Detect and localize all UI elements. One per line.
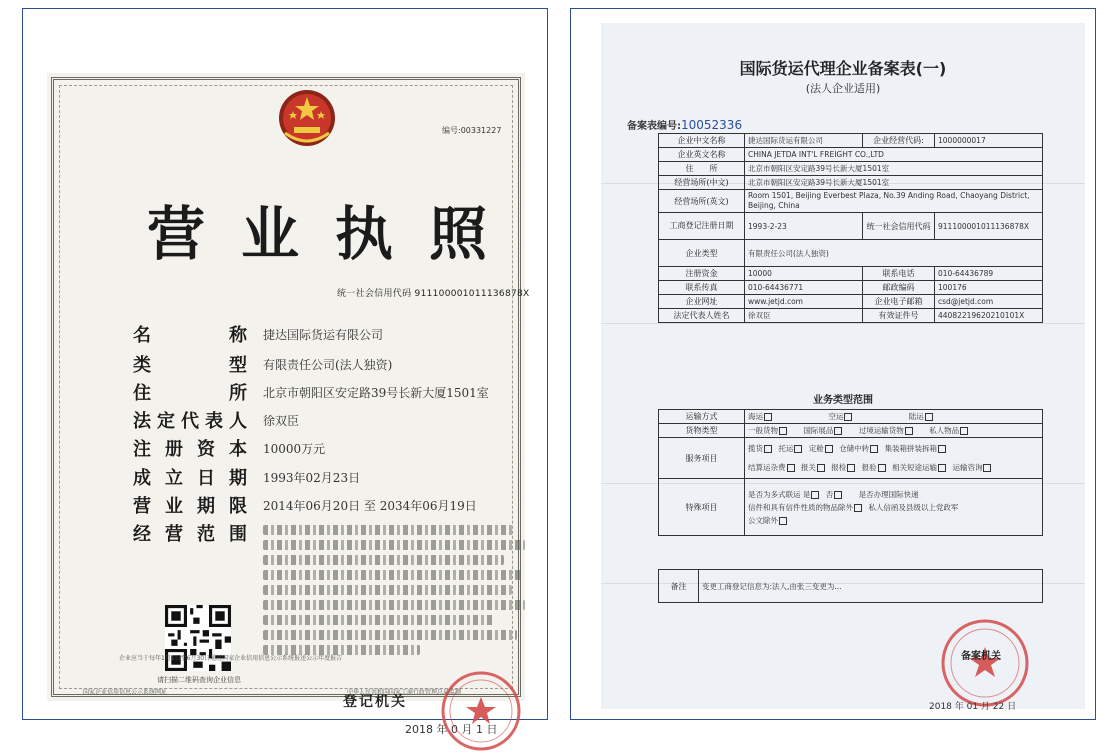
row-label: 住 所: [659, 162, 745, 176]
option-label: 空运: [828, 412, 844, 421]
checkbox[interactable]: [764, 413, 772, 421]
row-value: 911100001011136878X: [935, 213, 1043, 240]
row-label: 统一社会信用代码: [863, 213, 935, 240]
field-label-char: 业: [165, 496, 183, 517]
option-label: 过境运输货物: [858, 426, 904, 435]
row-value: CHINA JETDA INT'L FREIGHT CO.,LTD: [745, 148, 1043, 162]
option-label: 是: [802, 489, 811, 499]
row-label: 工商登记注册日期: [659, 213, 745, 240]
field-value: 有限责任公司(法人独资): [263, 357, 393, 372]
checkbox[interactable]: [847, 464, 855, 472]
field-label-char: 人: [229, 411, 247, 432]
field-label-char: 定: [157, 411, 175, 432]
row-label: 企业英文名称: [659, 148, 745, 162]
row-value: 100176: [935, 281, 1043, 295]
field-label-char: 围: [229, 524, 247, 545]
license-title-char: 照: [428, 200, 487, 268]
field-label-char: 期: [197, 496, 215, 517]
field-label-char: 注: [133, 439, 151, 460]
checkbox[interactable]: [779, 427, 787, 435]
table-row: [659, 570, 1043, 603]
license-field-legal-rep: [133, 409, 299, 431]
field-label-char: 名: [133, 325, 151, 346]
row-label: 企业电子邮箱: [863, 295, 935, 309]
row-value: www.jetjd.com: [745, 295, 863, 309]
table-row: [659, 479, 1043, 536]
row-label: 有效证件号: [863, 309, 935, 323]
option-label: 公文除外: [748, 515, 778, 525]
option-label: 是否办理国际快递: [858, 489, 919, 499]
option-label: 海运: [748, 412, 763, 421]
field-label-char: 表: [205, 411, 223, 432]
option-label: 是否为多式联运: [748, 489, 801, 499]
license-field-type: [133, 353, 392, 375]
field-value: 北京市朝阳区安定路39号长新大厦1501室: [263, 385, 489, 400]
filing-seal-icon: [939, 617, 1031, 709]
field-value: 1993年02月23日: [263, 470, 361, 485]
option-label: 国际展品: [803, 426, 834, 435]
license-field-address: [133, 381, 489, 403]
filing-authority: 备案机关: [961, 651, 1001, 662]
field-label-char: 资: [197, 439, 215, 460]
row-label: 货物类型: [659, 424, 745, 438]
filing-subtitle: (法人企业适用): [805, 82, 881, 95]
table-row: [659, 176, 1043, 190]
checkbox[interactable]: [905, 427, 913, 435]
remark-text: 变更工商登记信息为:法人,由张三变更为...: [699, 570, 1043, 603]
field-value: 2014年06月20日 至 2034年06月19日: [263, 498, 477, 513]
qr-caption: 请扫描二维码查询企业信息: [157, 676, 241, 684]
table-row: [659, 424, 1043, 438]
field-label-char: 成: [133, 468, 151, 489]
checkbox[interactable]: [938, 445, 946, 453]
checkbox[interactable]: [854, 504, 862, 512]
row-value: 捷达国际货运有限公司: [745, 134, 863, 148]
license-field-capital: [133, 437, 325, 459]
checkbox[interactable]: [844, 413, 852, 421]
option-label: 报验: [861, 463, 877, 472]
table-row: [659, 162, 1043, 176]
option-label: 私人物品: [929, 426, 960, 435]
license-field-name: [133, 323, 383, 345]
row-label: 运输方式: [659, 410, 745, 424]
checkbox[interactable]: [878, 464, 886, 472]
row-value: Room 1501, Beijing Everbest Plaza, No.39 Anding Road, Chaoyang District, Beijing, China: [745, 190, 1043, 213]
license-title-char: 执: [334, 200, 393, 268]
option-label: 托运: [778, 444, 794, 453]
business-license-panel: [22, 8, 548, 736]
field-label-char: 经: [133, 524, 151, 545]
checkbox[interactable]: [834, 427, 842, 435]
checkbox[interactable]: [811, 491, 819, 499]
row-value: 010-64436789: [935, 267, 1043, 281]
row-label: 经营场所(英文): [659, 190, 745, 213]
field-label-char: 类: [133, 355, 151, 376]
table-row: [659, 267, 1043, 281]
option-label: 揽货: [748, 444, 763, 453]
option-label: 报关: [800, 463, 816, 472]
field-value: 捷达国际货运有限公司: [263, 327, 384, 342]
row-label: 经营场所(中文): [659, 176, 745, 190]
fine-print: 企业应当于每年1月1日至6月30日通过国家企业信用信息公示系统报送公示年度报告: [119, 655, 343, 662]
filing-title: 国际货运代理企业备案表(一): [739, 59, 947, 78]
field-label-char: 营: [165, 524, 183, 545]
license-title: [147, 201, 487, 267]
footer-right: 中华人民共和国国家工商行政管理总局监制: [347, 689, 462, 696]
option-label: 仓储中转: [839, 444, 870, 453]
business-scope-text: [263, 525, 525, 665]
license-field-established: [133, 466, 360, 488]
table-row: [659, 240, 1043, 267]
field-label-char: 限: [229, 496, 247, 517]
row-label: 联系传真: [659, 281, 745, 295]
field-label-char: 所: [229, 383, 247, 404]
field-label-char: 日: [197, 468, 215, 489]
option-label: 报检: [831, 463, 847, 472]
row-label: 法定代表人姓名: [659, 309, 745, 323]
option-label: 一般货物: [748, 426, 778, 435]
checkbox[interactable]: [938, 464, 946, 472]
row-label: 企业网址: [659, 295, 745, 309]
field-label-char: 本: [229, 439, 247, 460]
option-label: 结算运杂费: [748, 463, 786, 472]
option-label: 运输咨询: [952, 463, 983, 472]
row-value: 10000: [745, 267, 863, 281]
row-label: 特殊项目: [659, 479, 745, 536]
official-seal-icon: [439, 669, 523, 753]
checkbox[interactable]: [825, 445, 833, 453]
table-row: [659, 148, 1043, 162]
field-value: 徐双臣: [263, 413, 300, 428]
option-label: 私人信函及县级以上党政军: [868, 502, 959, 512]
license-field-scope: [133, 522, 263, 544]
row-value: 010-64436771: [745, 281, 863, 295]
field-label-char: 范: [197, 524, 215, 545]
row-value: 44082219620210101X: [935, 309, 1043, 323]
license-title-char: 业: [240, 200, 299, 268]
footer-left: 国家企业信用信息公示系统网址: [83, 689, 168, 696]
field-label-char: 代: [181, 411, 199, 432]
option-label: 陆运: [908, 412, 924, 421]
field-label-char: 营: [133, 496, 151, 517]
row-value: 1993-2-23: [745, 213, 863, 240]
license-field-term: [133, 494, 477, 516]
option-label: 信件和具有信件性质的物品除外: [748, 502, 853, 512]
option-label: 定舱: [808, 444, 824, 453]
record-number-value: 10052336: [681, 118, 743, 132]
table-row: [659, 438, 1043, 479]
option-label: 相关短途运输: [892, 463, 938, 472]
row-value: 有限责任公司(法人独资): [745, 240, 1043, 267]
checkbox[interactable]: [764, 445, 772, 453]
row-label: 邮政编码: [863, 281, 935, 295]
row-value: 北京市朝阳区安定路39号长新大厦1501室: [745, 162, 1043, 176]
row-label: 服务项目: [659, 438, 745, 479]
option-label: 集装箱拼装拆箱: [884, 444, 938, 453]
filing-form: [601, 23, 1085, 712]
checkbox[interactable]: [925, 413, 933, 421]
registration-authority: 登记机关: [343, 694, 407, 710]
table-row: [659, 281, 1043, 295]
row-label: 注册资金: [659, 267, 745, 281]
field-label-char: 称: [229, 325, 247, 346]
record-number: [627, 117, 742, 132]
checkbox[interactable]: [960, 427, 968, 435]
field-label-char: 册: [165, 439, 183, 460]
row-label: 企业经营代码:: [863, 134, 935, 148]
row-label: 企业中文名称: [659, 134, 745, 148]
business-license: [47, 73, 530, 736]
row-label: 企业类型: [659, 240, 745, 267]
table-row: [659, 213, 1043, 240]
license-title-char: 营: [147, 200, 206, 268]
field-label-char: 立: [165, 468, 183, 489]
filing-form-panel: [570, 8, 1096, 720]
checkbox[interactable]: [779, 517, 787, 525]
checkbox[interactable]: [817, 464, 825, 472]
checkbox[interactable]: [787, 464, 795, 472]
checkbox[interactable]: [870, 445, 878, 453]
table-row: [659, 190, 1043, 213]
unified-credit-code: 统一社会信用代码 911100001011136878X: [337, 289, 530, 299]
checkbox[interactable]: [983, 464, 991, 472]
field-value: 10000万元: [263, 441, 326, 456]
registration-date: 2018 年 0 月 1 日: [405, 723, 498, 736]
checkbox[interactable]: [794, 445, 802, 453]
row-value: 徐双臣: [745, 309, 863, 323]
row-value: 1000000017: [935, 134, 1043, 148]
row-value: 北京市朝阳区安定路39号长新大厦1501室: [745, 176, 1043, 190]
row-label: 联系电话: [863, 267, 935, 281]
filing-date: 2018 年 01 月 22 日: [929, 702, 1017, 712]
remarks-table: [658, 569, 1043, 603]
table-row: [659, 410, 1043, 424]
record-number-label: 备案表编号:: [627, 121, 681, 132]
scope-title: 业务类型范围: [813, 395, 873, 406]
checkbox[interactable]: [834, 491, 842, 499]
business-scope-table: [658, 409, 1043, 536]
option-label: 否: [825, 489, 834, 499]
field-label-char: 期: [229, 468, 247, 489]
table-row: [659, 309, 1043, 323]
field-label-char: 法: [133, 411, 151, 432]
table-row: [659, 295, 1043, 309]
national-emblem-icon: [277, 87, 337, 149]
field-label-char: 住: [133, 383, 151, 404]
license-serial-number: 编号:00331227: [442, 126, 502, 135]
enterprise-info-table: [658, 133, 1043, 323]
row-value: csd@jetjd.com: [935, 295, 1043, 309]
remark-label: 备注: [659, 570, 699, 603]
table-row: [659, 134, 1043, 148]
field-label-char: 型: [229, 355, 247, 376]
